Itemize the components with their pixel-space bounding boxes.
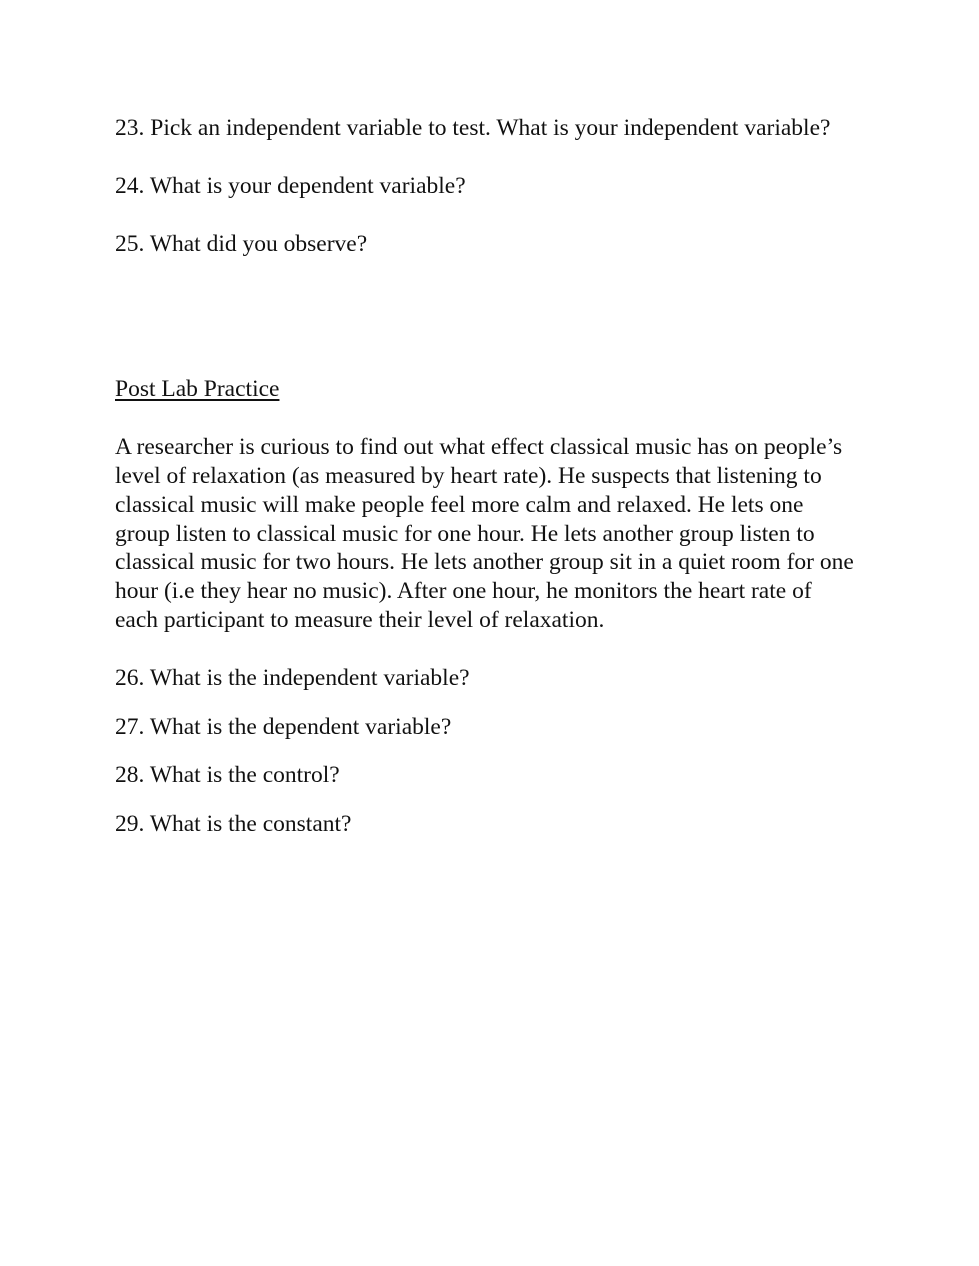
question-28: 28. What is the control?: [115, 762, 340, 789]
worksheet-content: [115, 114, 863, 839]
question-24: 24. What is your dependent variable?: [115, 172, 466, 199]
post-lab-heading: Post Lab Practice: [115, 376, 280, 403]
question-23: 23. Pick an independent variable to test. What is your independent variable?: [115, 115, 831, 141]
question-27: 27. What is the dependent variable?: [115, 713, 452, 740]
scenario-passage: A researcher is curious to find out what effect classical music has on people’s level of relaxation (as measured by heart rate). He suspects that listening to classical music will make people feel more calm and relaxed. He lets one group listen to classical music for one hour. He lets another group listen to classical music for two hours. He lets another group sit in a quiet room for one hour (i.e they hear no music). After one hour, he monitors the heart rate of each participant to measure their level of relaxation.: [115, 434, 854, 633]
question-29: 29. What is the constant?: [115, 811, 352, 838]
question-26: 26. What is the independent variable?: [115, 664, 470, 691]
question-25: 25. What did you observe?: [115, 230, 368, 257]
